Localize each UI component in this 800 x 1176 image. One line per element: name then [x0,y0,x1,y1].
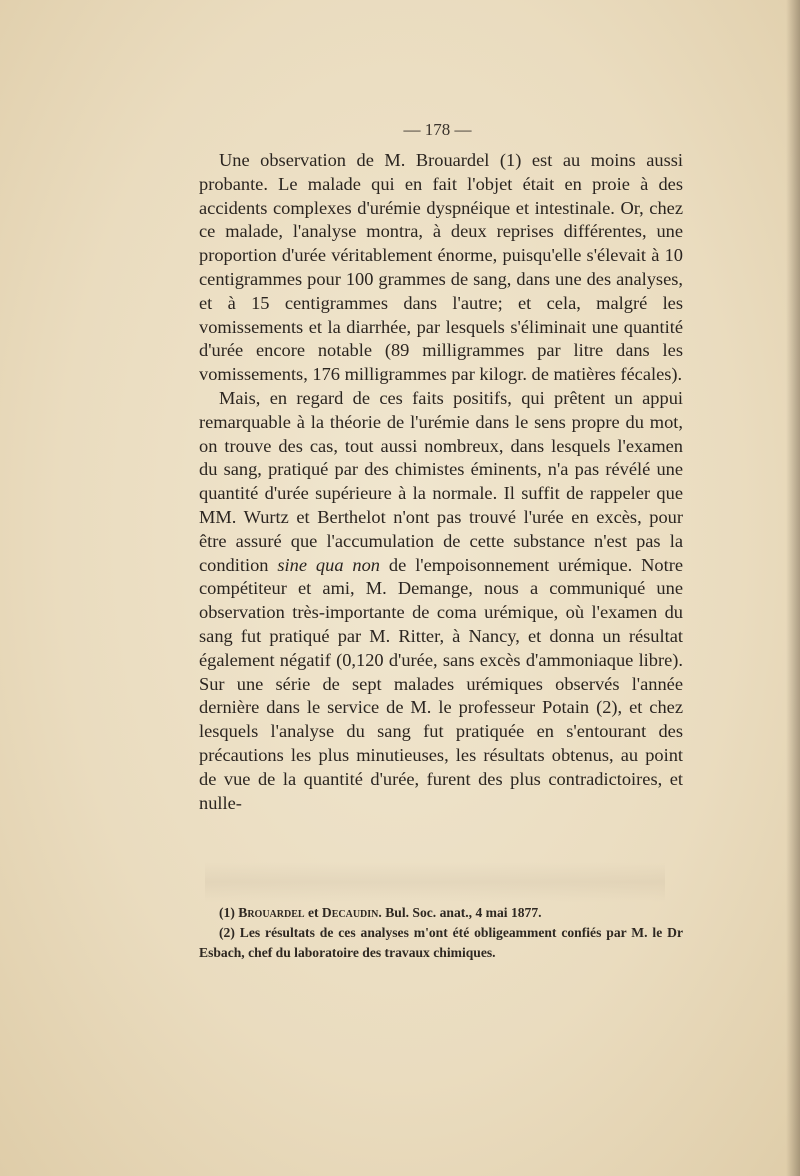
page-number: — 178 — [403,120,472,139]
latin-phrase: sine qua non [277,554,381,575]
footnote-1-author-2: Decaudin [321,905,379,920]
footnotes [199,903,683,963]
page-edge-shadow [786,0,800,1176]
paragraph-2-part-1: Mais, en regard de ces faits positifs, qui prêtent un appui remarquable à la théorie de l'urémie dans le sens propre du mot, on trouve des cas, tout aussi nombreux, dans lesquels l'examen du sang, pratiqué par des chimistes éminents, n'a pas révélé une quantité d'urée supérieure à la normale. Il suffit de rappeler que MM. Wurtz et Berthelot n'ont pas trouvé l'urée en excès, pour être assuré que l'accumulation de cette substance n'est pas la condition [199,387,683,575]
footnote-1-conj: et [304,905,322,920]
paragraph-2-part-2: de l'empoisonnement urémique. Notre compétiteur et ami, M. Demange, nous a communiqué une observation très-importante de coma urémique, où l'examen du sang fut pratiqué par M. Ritter, à Nancy, et donna un résultat également négatif (0,120 d'urée, sans excès d'ammoniaque libre). Sur une série de sept malades urémiques observés l'année dernière dans le service de M. le professeur Potain (2), et chez lesquels l'analyse du sang fut pratiquée en s'entourant des précautions les plus minutieuses, les résultats obtenus, au point de vue de la quantité d'urée, furent des plus contradictoires, et nulle- [199,554,683,813]
paragraph-1: Une observation de M. Brouardel (1) est au moins aussi probante. Le malade qui en fait l'objet était en proie à des accidents complexes d'urémie dyspnéique et intestinale. Or, chez ce malade, l'analyse montra, à deux reprises différentes, une proportion d'urée véritablement énorme, puisqu'elle s'élevait à 10 centigrammes pour 100 grammes de sang, dans une des analyses, et à 15 centigrammes dans l'autre; et cela, malgré les vomissements et la diarrhée, par lesquels s'éliminait une quantité d'urée encore notable (89 milligrammes par litre dans les vomissements, 176 milligrammes par kilogr. de matières fécales). [199,150,683,385]
show-through-bleed [205,862,665,902]
footnote-1-marker: (1) [219,905,239,920]
footnote-1 [199,903,683,923]
footnote-1-rest: . Bul. Soc. anat., 4 mai 1877. [378,905,542,920]
paragraph-2 [199,387,683,815]
footnote-1-author-1: Brouardel [238,905,305,920]
body-text [199,149,683,815]
footnote-2: (2) Les résultats de ces analyses m'ont été obligeamment confiés par M. le Dr Esbach, chef du laboratoire des travaux chimiques. [199,925,683,960]
